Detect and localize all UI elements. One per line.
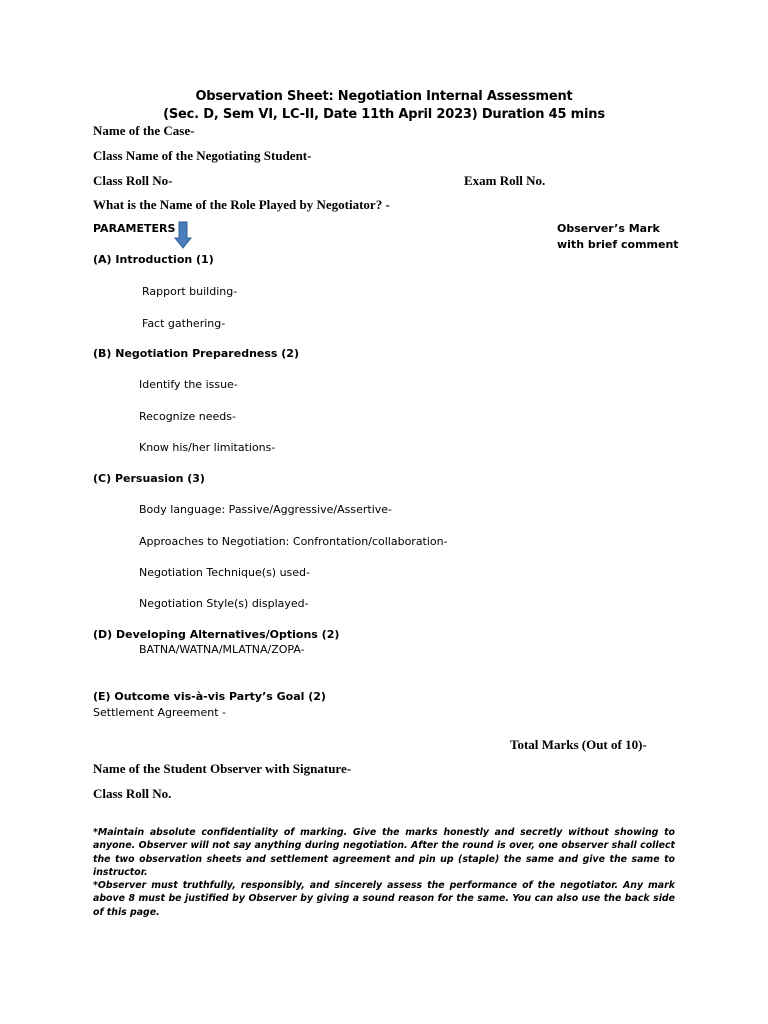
page-title: Observation Sheet: Negotiation Internal Assessment xyxy=(195,89,573,104)
role-played-label: What is the Name of the Role Played by Negotiator? - xyxy=(93,197,390,212)
class-name-label: Class Name of the Negotiating Student- xyxy=(93,148,312,163)
total-marks-label: Total Marks (Out of 10)- xyxy=(510,737,647,752)
assessment-note: *Observer must truthfully, responsibly, and sincerely assess the performance of the negotiator. Any mark above 8 must be justified by Observer by giving a sound reason for the same. You can also use the back side of this page. xyxy=(93,880,675,918)
section-a-heading: (A) Introduction (1) xyxy=(93,253,214,266)
class-roll-label: Class Roll No- xyxy=(93,173,173,188)
limitations-item: Know his/her limitations- xyxy=(139,441,276,454)
down-arrow-icon xyxy=(174,221,192,249)
rapport-building-item: Rapport building- xyxy=(142,285,238,298)
observer-mark-subheading: with brief comment xyxy=(557,238,679,251)
page-subtitle: (Sec. D, Sem VI, LC-II, Date 11th April 2023) Duration 45 mins xyxy=(163,107,605,122)
identify-issue-item: Identify the issue- xyxy=(139,378,238,391)
case-name-label: Name of the Case- xyxy=(93,123,195,138)
instructions-notes xyxy=(93,826,675,919)
exam-roll-label: Exam Roll No. xyxy=(464,173,546,188)
batna-item: BATNA/WATNA/MLATNA/ZOPA- xyxy=(139,643,305,656)
fact-gathering-item: Fact gathering- xyxy=(142,317,226,330)
technique-item: Negotiation Technique(s) used- xyxy=(139,566,311,579)
observer-mark-heading: Observer’s Mark xyxy=(557,222,660,235)
body-language-item: Body language: Passive/Aggressive/Assertive- xyxy=(139,503,392,516)
section-b-heading: (B) Negotiation Preparedness (2) xyxy=(93,347,299,360)
section-e-heading: (E) Outcome vis-à-vis Party’s Goal (2) xyxy=(93,690,326,703)
section-c-heading: (C) Persuasion (3) xyxy=(93,472,205,485)
parameters-heading: PARAMETERS xyxy=(93,222,176,235)
confidentiality-note: *Maintain absolute confidentiality of marking. Give the marks honestly and secretly without showing to anyone. Observer will not say anything during negotiation. After the round is over, one observer shall collect the two observation sheets and settlement agreement and pin up (staple) the same and give the same to instructor. xyxy=(93,827,675,878)
settlement-item: Settlement Agreement - xyxy=(93,706,227,719)
observer-roll-label: Class Roll No. xyxy=(93,786,172,801)
approaches-item: Approaches to Negotiation: Confrontation/collaboration- xyxy=(139,535,448,548)
observer-name-label: Name of the Student Observer with Signature- xyxy=(93,761,352,776)
section-d-heading: (D) Developing Alternatives/Options (2) xyxy=(93,628,340,641)
recognize-needs-item: Recognize needs- xyxy=(139,410,236,423)
style-item: Negotiation Style(s) displayed- xyxy=(139,597,309,610)
